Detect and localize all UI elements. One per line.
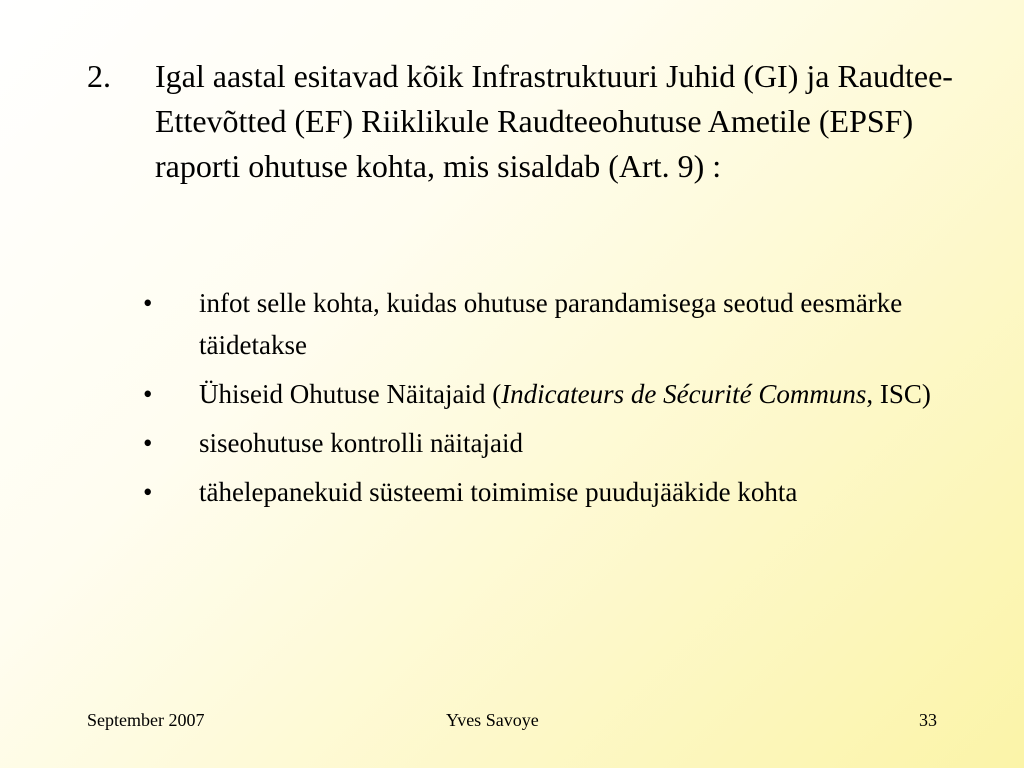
bullet-icon: • bbox=[143, 379, 153, 409]
bullet-text-prefix: Ühiseid Ohutuse Näitajaid ( bbox=[199, 379, 502, 409]
bullet-icon: • bbox=[143, 477, 153, 507]
item-text: Igal aastal esitavad kõik Infrastruktuuri Juhid (GI) ja Raudtee-Ettevõtted (EF) Riiklikule Raudteeohutuse Ametile (EPSF) raporti ohutuse kohta, mis sisaldab (Art. 9) : bbox=[155, 58, 953, 184]
footer-page-number: 33 bbox=[919, 710, 937, 730]
bullet-icon: • bbox=[143, 288, 153, 318]
item-number: 2. bbox=[87, 58, 111, 94]
list-item bbox=[143, 373, 933, 415]
list-item bbox=[143, 282, 933, 366]
bullet-text: infot selle kohta, kuidas ohutuse parandamisega seotud eesmärke täidetakse bbox=[199, 288, 903, 360]
bullet-list bbox=[143, 282, 933, 520]
list-item bbox=[143, 422, 933, 464]
bullet-text: tähelepanekuid süsteemi toimimise puudujääkide kohta bbox=[199, 477, 798, 507]
bullet-text: siseohutuse kontrolli näitajaid bbox=[199, 428, 523, 458]
list-item bbox=[143, 471, 933, 513]
bullet-text bbox=[199, 373, 933, 415]
bullet-text-italic: Indicateurs de Sécurité Communs bbox=[501, 379, 867, 409]
footer-date: September 2007 bbox=[87, 710, 205, 730]
bullet-icon: • bbox=[143, 428, 153, 458]
bullet-text-suffix: , ISC) bbox=[866, 379, 931, 409]
footer-author: Yves Savoye bbox=[446, 710, 539, 730]
